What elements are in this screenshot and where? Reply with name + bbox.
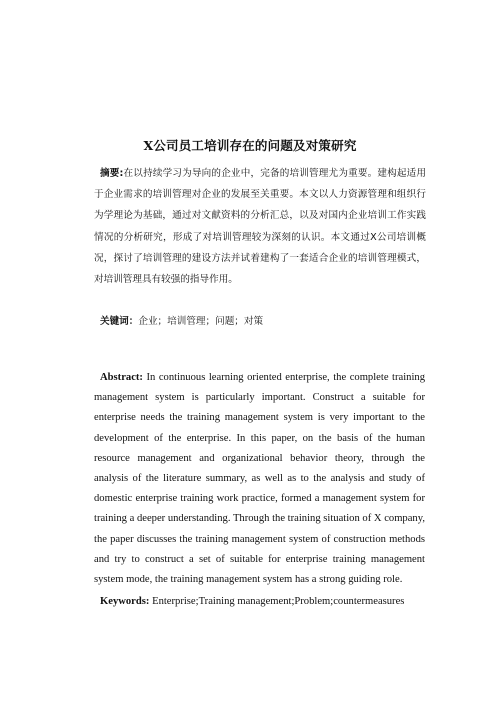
chinese-abstract: [94, 163, 426, 290]
english-abstract-label: Abstract:: [100, 372, 143, 383]
english-abstract-text: In continuous learning oriented enterprise, the complete training management system is particularly important. Construct a suitable for enterprise needs the training management system is very important to the development of the enterprise. In this paper, on the basis of the human resource management and organizational behavior theory, through the analysis of the literature summary, as well as to the analysis and study of domestic enterprise training work practice, formed a management system for training a deeper understanding. Through the training situation of X company, the paper discusses the training management system of construction methods and try to construct a set of suitable for enterprise training management system mode, the training management system has a strong guiding role.: [94, 372, 425, 586]
english-keywords-text: Enterprise;Training management;Problem;countermeasures: [152, 596, 405, 607]
english-keywords: [94, 592, 426, 612]
english-abstract: [94, 368, 425, 590]
chinese-keywords: [94, 312, 426, 332]
chinese-keywords-label: 关键词：: [100, 316, 139, 327]
chinese-abstract-text: 在以持续学习为导向的企业中，完备的培训管理尤为重要。建构起适用于企业需求的培训管理对企业的发展至关重要。本文以人力资源管理和组织行为学理论为基础，通过对文献资料的分析汇总，以及对国内企业培训工作实践情况的分析研究，形成了对培训管理较为深刻的认识。本文通过X公司培训概况，探讨了培训管理的建设方法并试着建构了一套适合企业的培训管理模式，对培训管理具有较强的指导作用。: [94, 168, 427, 286]
english-keywords-label: Keywords:: [100, 596, 150, 607]
chinese-abstract-label: 摘要:: [100, 168, 124, 179]
document-title: X公司员工培训存在的问题及对策研究: [143, 138, 357, 153]
chinese-keywords-text: 企业；培训管理；问题；对策: [138, 316, 264, 327]
